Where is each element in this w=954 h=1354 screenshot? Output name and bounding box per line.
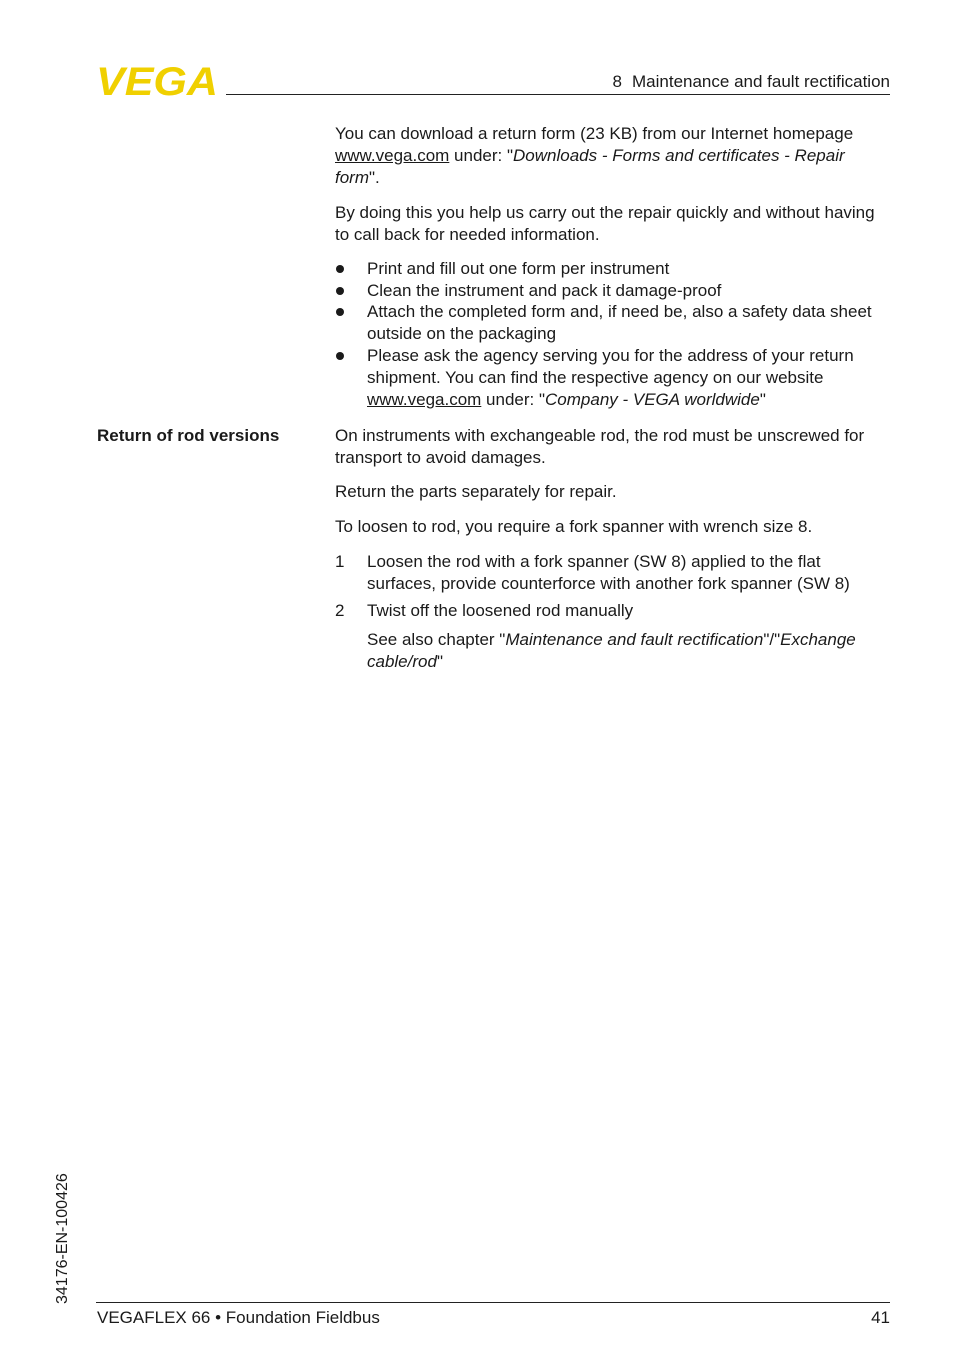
intro-text: ". <box>369 168 380 187</box>
intro-paragraph-2: By doing this you help us carry out the repair quickly and without having to call back for needed information. <box>335 203 875 244</box>
bullet-item <box>335 258 891 280</box>
step-number: 2 <box>335 601 345 620</box>
see-also-note <box>335 629 891 673</box>
website-path: Company - VEGA worldwide <box>545 390 760 409</box>
footer-rule <box>96 1302 890 1303</box>
see-also-part: " <box>436 652 443 671</box>
vega-logo <box>96 64 220 98</box>
chapter-ref: Exchange cable/rod <box>367 630 856 671</box>
page-number: 41 <box>871 1308 890 1327</box>
rod-paragraph-1: On instruments with exchangeable rod, the rod must be unscrewed for transport to avoid damages. <box>335 426 865 467</box>
see-also-part: "/" <box>763 630 781 649</box>
see-also-part: See also chapter " <box>367 630 506 649</box>
chapter-ref: Maintenance and fault rectification <box>505 630 764 649</box>
vega-link[interactable]: www.vega.com <box>335 146 450 165</box>
step-text: Loosen the rod with a fork spanner (SW 8) applied to the flat surfaces, provide counterforce with another fork spanner (SW 8) <box>367 552 850 593</box>
bullet-text <box>367 345 891 411</box>
vega-link[interactable]: www.vega.com <box>367 390 482 409</box>
rod-paragraph-2: Return the parts separately for repair. <box>335 482 617 501</box>
bullet-text-part: Please ask the agency serving you for the address of your return shipment. You can find the respective agency on our website <box>367 346 854 387</box>
chapter-title: Maintenance and fault rectification <box>632 72 890 91</box>
bullet-text-part: under: " <box>481 390 546 409</box>
download-path: Downloads - Forms and certificates - Repair form <box>335 146 845 187</box>
step-text: Twist off the loosened rod manually <box>367 601 634 620</box>
bullet-item <box>335 345 891 411</box>
bullet-icon <box>336 308 344 316</box>
document-code: 34176-EN-100426 <box>54 1173 71 1304</box>
logo-text: VEGA <box>96 64 218 98</box>
bullet-item <box>335 280 891 302</box>
section-label: Return of rod versions <box>97 426 280 445</box>
bullet-text-part: " <box>759 390 766 409</box>
chapter-number: 8 <box>612 72 622 91</box>
bullet-item <box>335 301 891 345</box>
rod-paragraph-3: To loosen to rod, you require a fork spanner with wrench size 8. <box>335 517 813 536</box>
bullet-text: Print and fill out one form per instrument <box>367 259 670 278</box>
intro-paragraph-1 <box>335 123 891 189</box>
bullet-icon <box>336 287 344 295</box>
bullet-icon <box>336 352 344 360</box>
footer-product: VEGAFLEX 66 • Foundation Fieldbus <box>97 1308 380 1327</box>
intro-text: You can download a return form (23 KB) from our Internet homepage <box>335 124 854 143</box>
see-also-text <box>367 629 891 673</box>
step-number: 1 <box>335 552 345 571</box>
header-rule <box>226 94 890 95</box>
step-item <box>335 600 891 622</box>
bullet-icon <box>336 265 344 273</box>
step-item <box>335 551 891 595</box>
bullet-text: Attach the completed form and, if need be, also a safety data sheet outside on the packaging <box>367 302 872 343</box>
running-header <box>613 71 890 93</box>
intro-text: under: " <box>449 146 514 165</box>
bullet-text: Clean the instrument and pack it damage-proof <box>367 281 722 300</box>
